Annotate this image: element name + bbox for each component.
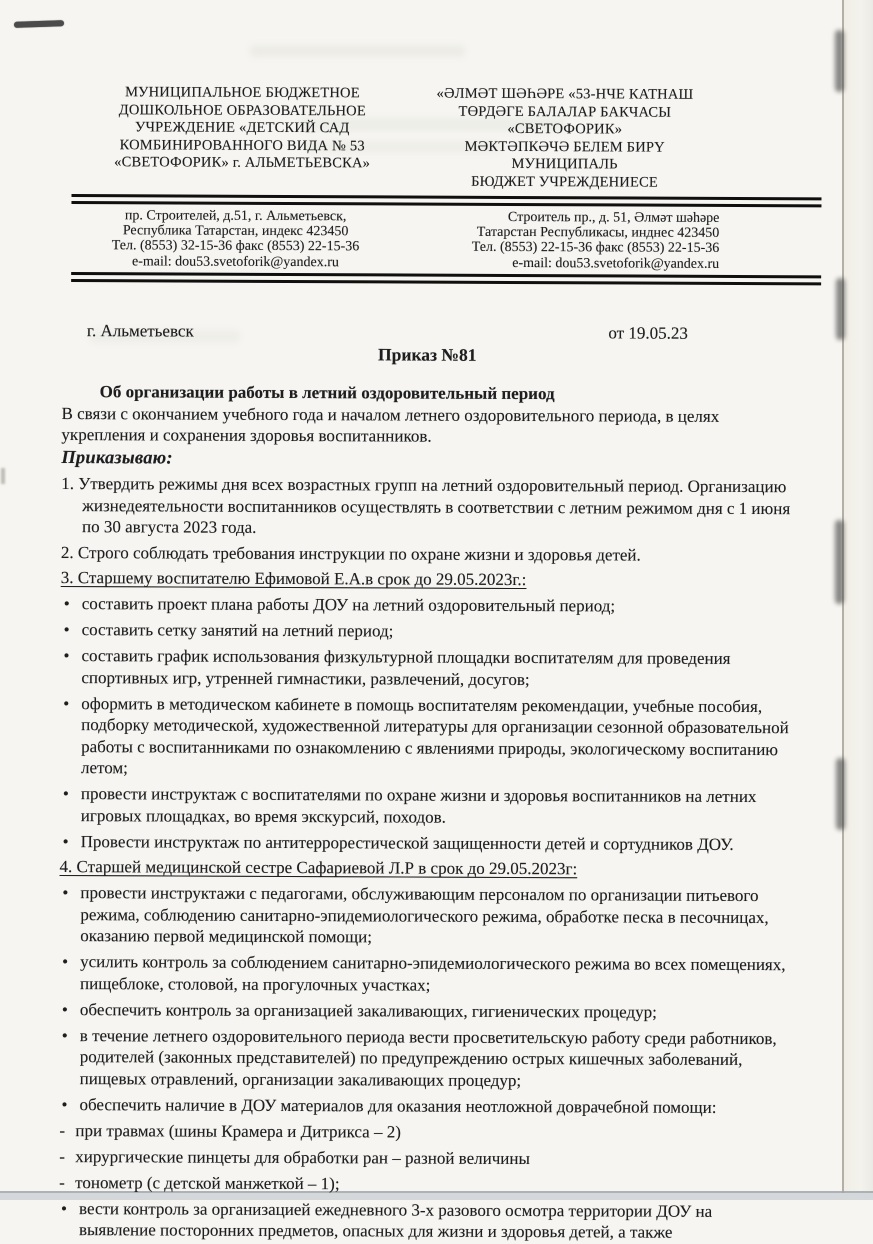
org-tat-line: «ӘЛМӘТ ШӘҺӘРЕ «53-НЧЕ КАТНАШ [436,85,694,103]
order-date: от 19.05.23 [608,323,688,343]
org-tat-line: БЮДЖЕТ УЧРЕЖДЕНИЕСЕ [471,173,659,191]
order-item-4-heading: 4. Старшей медицинской сестре Сафариевой Л.Р в срок до 29.05.2023г: [59,857,578,879]
list-item: • обеспечить наличие в ДОУ материалов для оказания неотложной доврачебной помощи: [58,1094,789,1119]
org-name-tatar [410,86,720,193]
address-ru-line: Тел. (8553) 32-15-36 факс (8553) 22-15-36 [111,238,360,255]
scan-page-edge-area [844,0,873,1200]
address-ru-line: Республика Татарстан, индекс 423450 [122,223,349,240]
order-city: г. Альметьевск [86,321,194,341]
city-date-row [62,282,793,345]
list-item: • Провести инструктаж по антитеррорестической защищенности детей и сортудников ДОУ. [60,831,791,856]
address-tat-line: e-mail: dou53.svetoforik@yandex.ru [512,255,720,272]
org-name-russian [75,84,410,191]
org-tat-line: ТӨРДӘГЕ БАЛАЛАР БАКЧАСЫ «СВЕТОФОРИК» [458,103,672,138]
letterhead [75,84,720,192]
list-item: • оформить в методическом кабинете в помощь воспитателям рекомендации, учебные пособия, подборку методической, художественной литературы для организации сезонной образовательной работы с воспитанниками по ознакомлению с явлениями природы, экологическому воспитанию летом; [60,693,791,782]
org-ru-line: УЧРЕЖДЕНИЕ «ДЕТСКИЙ САД [135,119,350,137]
list-item: • обеспечить контроль за организацией закаливающих, гигиенических процедур; [59,999,790,1024]
letterhead-addresses [74,208,719,272]
list-item: • вести контроль за организацией ежедневного 3-х разового осмотра территории ДОУ на выявление посторонних предметов, опасных для жизни и здоровья детей, а также [58,1198,789,1244]
address-ru-line: e-mail: dou53.svetoforik@yandex.ru [131,254,339,270]
list-subitem: - тонометр (с детской манжеткой – 1); [58,1172,789,1197]
address-russian [74,208,397,271]
order-body [58,282,793,1244]
list-item: • в течение летнего оздоровительного периода вести просветительскую работу среди работников, родителей (законных представителей) по предупреждению острых кишечных заболеваний, пищевых отравлений, организации закаливающих процедур; [59,1025,790,1093]
divider-double-rule [71,194,821,207]
order-item-3-heading: 3. Старшему воспитателю Ефимовой Е.А.в срок до 29.05.2023г.: [60,568,527,590]
list-item: • провести инструктаж с воспитателями по охране жизни и здоровья воспитанников на летних игровых площадках, во время экскурсий, походов. [60,783,791,829]
list-item: • составить сетку занятий на летний период; [61,619,792,644]
org-ru-line: КОМБИНИРОВАННОГО ВИДА № 53 [119,137,365,155]
address-tat-line: Строитель пр., д. 51, Әлмәт шәһәре [507,209,720,226]
list-item: • провести инструктажи с педагогами, обслуживающим персоналом по организации питьевого режима, соблюдению санитарно-эпидемиологического режима, обработке песка в песочницах, оказанию первой медицинской помощи; [59,882,790,950]
address-tatar [397,209,720,272]
list-subitem: - хирургические пинцеты для обработки ран – разной величины [58,1146,789,1171]
list-item: • составить проект плана работы ДОУ на летний оздоровительный период; [61,593,792,618]
org-ru-line: «СВЕТОФОРИК» г. АЛЬМЕТЬЕВСКА» [114,154,371,172]
org-ru-line: МУНИЦИПАЛЬНОЕ БЮДЖЕТНОЕ [125,84,360,102]
order-subject: Об организации работы в летний оздоровительный период [99,382,555,404]
decree-word: Приказываю: [61,447,173,469]
org-tat-line: МӘКТӘПКӘЧӘ БЕЛЕМ БИРҮ МУНИЦИПАЛЬ [464,138,665,173]
address-tat-line: Тел. (8553) 22-15-36 факс (8553) 22-15-36 [471,240,720,257]
order-item-1: 1. Утвердить режимы дня всех возрастных групп на летний оздоровительный период. Организацию жизнедеятельности воспитанников осуществлять в соответствии с летним режимом дня с 1 июня по 30 августа 2023 года. [61,474,791,538]
org-ru-line: ДОШКОЛЬНОЕ ОБРАЗОВАТЕЛЬНОЕ [118,101,366,119]
order-intro: В связи с окончанием учебного года и началом летнего оздоровительного периода, в целях укрепления и сохранения здоровья воспитанников. [61,403,720,446]
list-subitem: - при травмах (шины Крамера и Дитрикса – 2) [58,1120,789,1145]
order-title: Приказ №81 [378,344,477,365]
address-tat-line: Татарстан Республикасы, инднес 423450 [476,224,720,241]
list-item: • составить график использования физкультурной площадки воспитателям для проведения спортивных игр, утренней гимнастики, развлечений, досугов; [60,645,791,691]
order-item-2: 2. Строго соблюдать требования инструкции по охране жизни и здоровья детей. [60,542,641,565]
address-ru-line: пр. Строителей, д.51, г. Альметьевск, [124,207,347,224]
list-item: • усилить контроль за соблюдением санитарно-эпидемиологического режима во всех помещениях, пищеблоке, столовой, на прогулочных участках; [59,951,790,997]
